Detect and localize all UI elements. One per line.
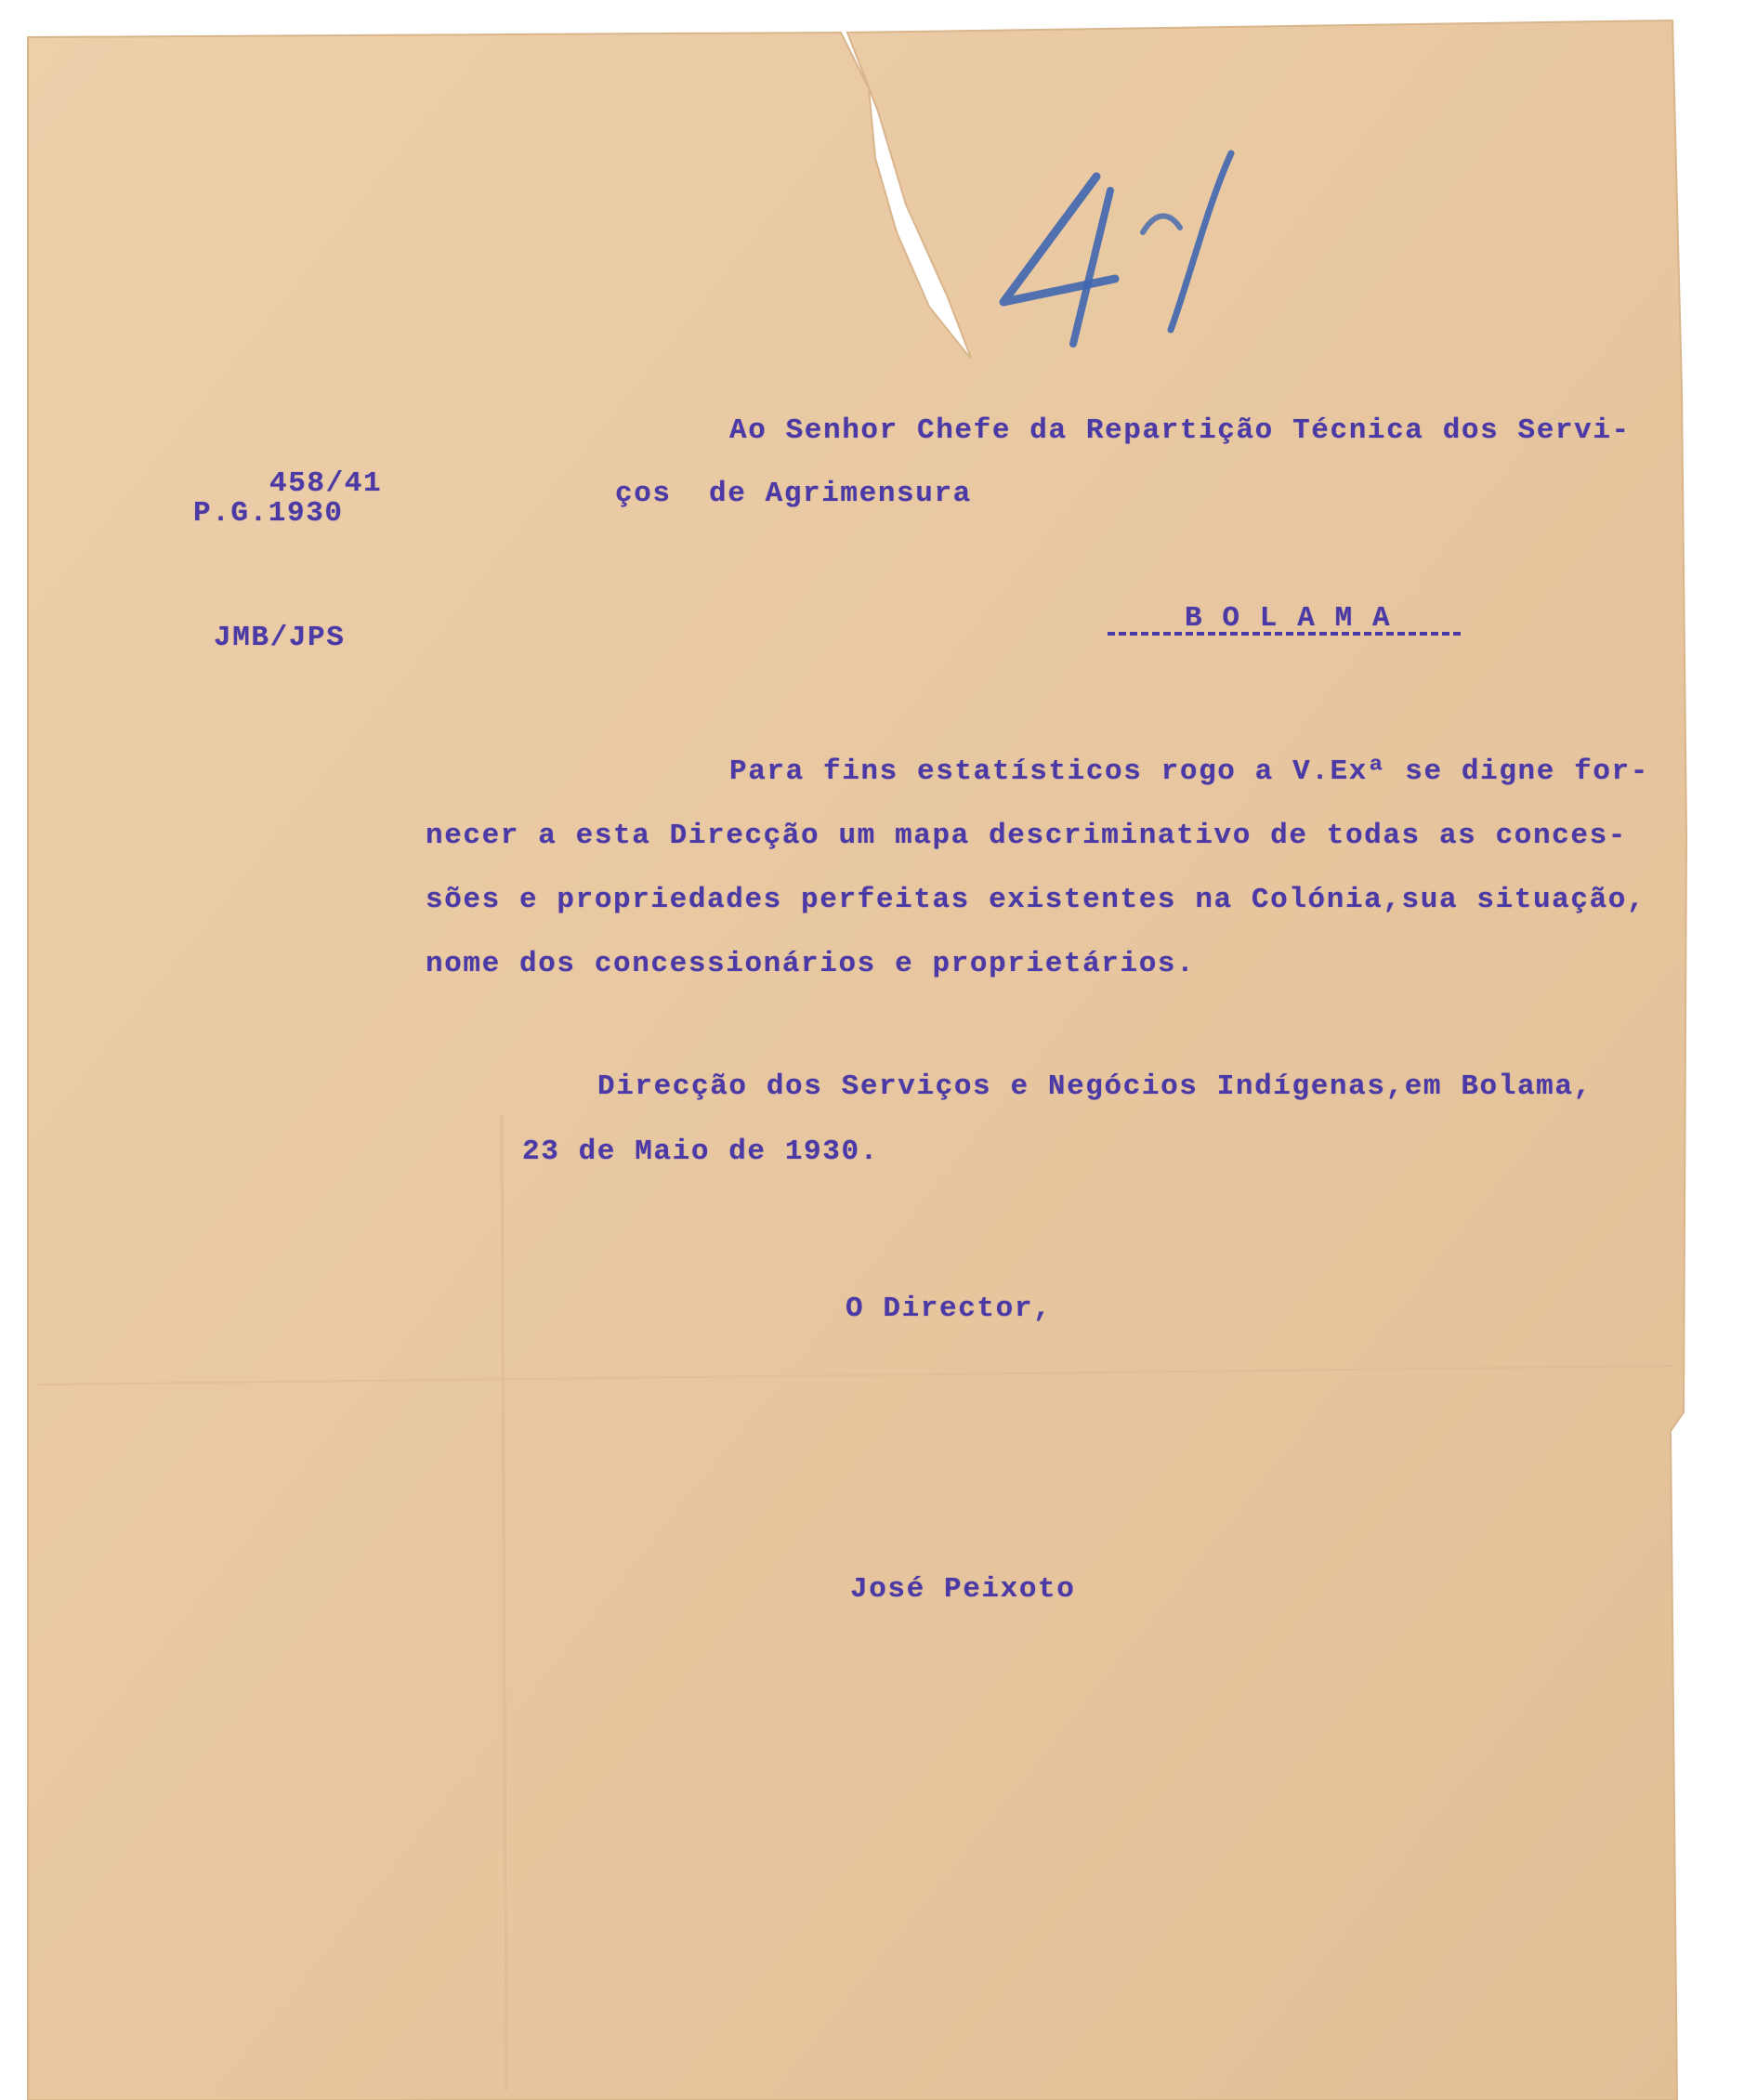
reference-number: 458/41 [269, 467, 383, 500]
body-line-4: nome dos concessionários e proprietários. [426, 948, 1196, 980]
signature-title: O Director, [846, 1293, 1053, 1325]
paper [28, 20, 1686, 2100]
body-line-1: Para fins estatísticos rogo a V.Exª se digne for- [729, 755, 1649, 788]
closing-date: 23 de Maio de 1930. [522, 1135, 879, 1168]
signature-name: José Peixoto [850, 1573, 1076, 1606]
addressee-line-1: Ao Senhor Chefe da Repartição Técnica dos Servi- [729, 414, 1631, 447]
body-line-2: necer a esta Direcção um mapa descriminativo de todas as conces- [426, 820, 1627, 852]
typist-initials: JMB/JPS [214, 622, 346, 654]
body-line-3: sões e propriedades perfeitas existentes na Colónia,sua situação, [426, 884, 1646, 916]
closing-place: Direcção dos Serviços e Negócios Indígenas,em Bolama, [597, 1070, 1593, 1103]
process-code: P.G.1930 [193, 497, 344, 530]
addressee-city: B O L A M A [1185, 602, 1392, 635]
addressee-line-2: ços de Agrimensura [615, 478, 972, 510]
addressee-city-underline [1108, 632, 1461, 636]
folio-number-handwritten [985, 139, 1264, 353]
